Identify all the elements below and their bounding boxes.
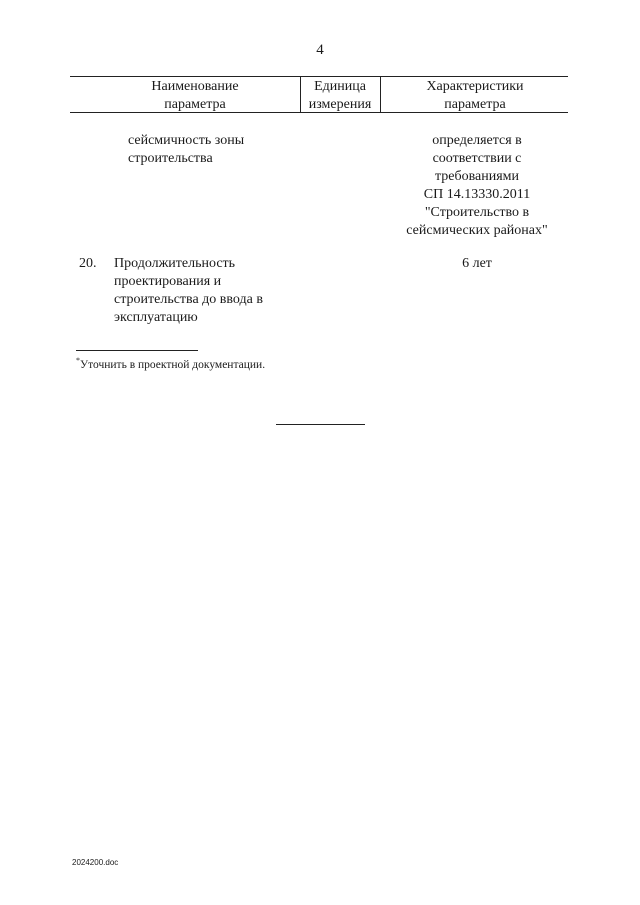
table-row-2-value: 6 лет <box>462 256 492 271</box>
footnote-marker: * <box>76 356 80 366</box>
header-unit: Единица измерения <box>308 79 372 112</box>
page-number: 4 <box>316 42 324 58</box>
table-row-1-name: сейсмичность зоны строительства <box>128 133 245 166</box>
document-id: 2024200.doc <box>72 858 119 867</box>
table-row-2-number: 20. <box>79 256 97 271</box>
table-row-2-name: Продолжительность проектирования и строительства до ввода в эксплуатацию <box>114 256 263 325</box>
table-row-1-value: определяется в соответствии с требованиями СП 14.13330.2011 "Строительство в сейсмических районах" <box>406 133 548 238</box>
footnote-text: Уточнить в проектной документации. <box>80 359 266 371</box>
header-name: Наименование параметра <box>151 79 239 112</box>
header-characteristics: Характеристики параметра <box>426 79 524 112</box>
end-rule <box>276 424 365 425</box>
footnote <box>76 356 266 371</box>
footnote-separator <box>76 350 198 351</box>
table-top-rule <box>70 76 568 77</box>
column-separator-2 <box>380 76 381 112</box>
